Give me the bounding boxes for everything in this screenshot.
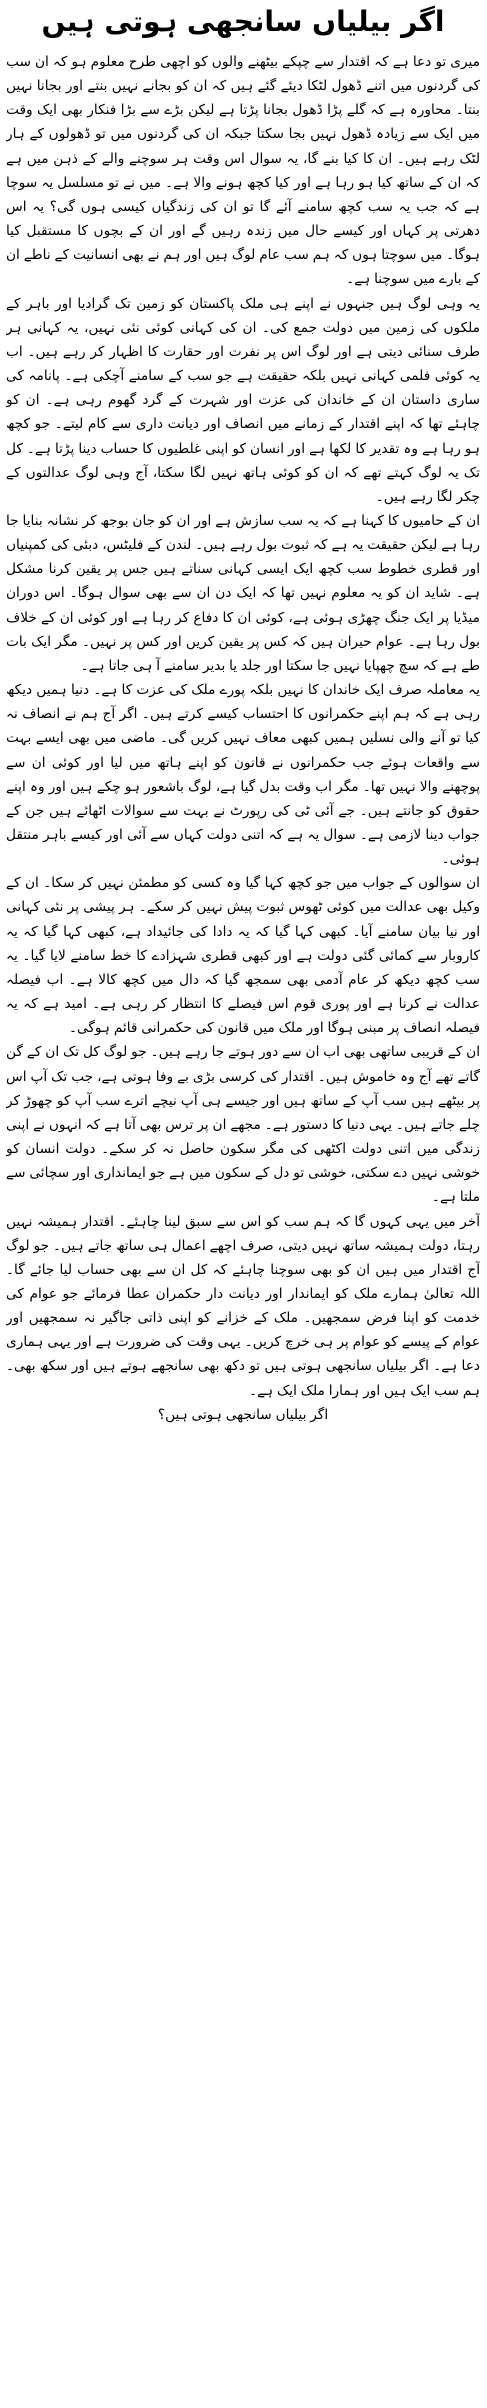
article-column xyxy=(6,0,480,2408)
article-paragraph: ان کے حامیوں کا کہنا ہے کہ یہ سب سازش ہے اور ان کو جان بوجھ کر نشانہ بنایا جا رہا ہے لیکن حقیقت یہ ہے کہ ثبوت بول رہے ہیں۔ لندن کے فلیٹس، دبئی کی کمپنیاں اور قطری خطوط سب کچھ ایک ایسی کہانی سناتے ہیں جس پر یقین کرنا مشکل ہے۔ شاید ان کو یہ معلوم نہیں تھا کہ ایک دن ان سے بھی سوال ہوگا۔ اس دوران میڈیا پر ایک جنگ چھڑی ہوئی ہے، کوئی ان کا دفاع کر رہا ہے اور کوئی ان کے خلاف بول رہا ہے۔ عوام حیران ہیں کہ کس پر یقین کریں اور کس پر نہیں۔ مگر ایک بات طے ہے کہ سچ چھپایا نہیں جا سکتا اور جلد یا بدیر سامنے آ ہی جاتا ہے۔ xyxy=(6,512,480,674)
article-paragraph: میری تو دعا ہے کہ اقتدار سے چپکے بیٹھنے والوں کو اچھی طرح معلوم ہو کہ ان سب کی گردنوں میں اتنے ڈھول لٹکا دیئے گئے ہیں کہ ان کو بجانے نہیں بنتے اور بجانا نہیں بنتا۔ محاورہ ہے کہ گلے پڑا ڈھول بجانا پڑتا ہے لیکن بڑے سے بڑا فنکار بھی ایک وقت میں ایک سے زیادہ ڈھول نہیں بجا سکتا جبکہ ان کی گردنوں میں تو ڈھولوں کے ہار لٹک رہے ہیں۔ ان کا کیا بنے گا، یہ سوال اس وقت ہر سوچنے والے کے ذہن میں ہے کہ ان کے ساتھ کیا ہو رہا ہے اور کیا کچھ ہونے والا ہے۔ میں نے تو مسلسل یہ سوچا ہے کہ جب یہ سب کچھ سامنے آئے گا تو ان کی زندگیاں کیسی ہوں گی؟ یہ اس دھرتی پر کہاں اور کیسے حال میں زندہ رہیں گے اور ان کے بچوں کا مستقبل کیا ہوگا۔ میں سوچتا ہوں کہ ہم سب عام لوگ ہیں اور ہم نے بھی انسانیت کے ناطے ان کے بارے میں سوچنا ہے۔ xyxy=(6,54,480,288)
article-paragraph: یہ معاملہ صرف ایک خاندان کا نہیں بلکہ پورے ملک کی عزت کا ہے۔ دنیا ہمیں دیکھ رہی ہے کہ ہم اپنے حکمرانوں کا احتساب کیسے کرتے ہیں۔ اگر آج ہم نے انصاف نہ کیا تو آنے والی نسلیں ہمیں کبھی معاف نہیں کریں گی۔ ماضی میں بھی ایسے بہت سے واقعات ہوئے جب حکمرانوں نے قانون کو اپنے ہاتھ میں لیا اور کوئی ان سے پوچھنے والا نہیں تھا۔ مگر اب وقت بدل گیا ہے، لوگ باشعور ہو چکے ہیں اور وہ اپنے حقوق کو جانتے ہیں۔ جے آئی ٹی کی رپورٹ نے بہت سے سوالات اٹھائے ہیں جن کے جواب دینا لازمی ہے۔ سوال یہ ہے کہ اتنی دولت کہاں سے آئی اور کیسے باہر منتقل ہوئی۔ xyxy=(6,682,480,868)
article-closing-line: اگر بیلیاں سانجھی ہوتی ہیں؟ xyxy=(157,1406,329,1423)
article-paragraph: یہ وہی لوگ ہیں جنہوں نے اپنے ہی ملک پاکستان کو زمین تک گرادیا اور باہر کے ملکوں کی زمین میں دولت جمع کی۔ ان کی کہانی کوئی نئی نہیں، یہ کہانی ہر طرف سنائی دیتی ہے اور لوگ اس پر نفرت اور حقارت کا اظہار کر رہے ہیں۔ اب یہ کوئی فلمی کہانی نہیں بلکہ حقیقت ہے جو سب کے سامنے آچکی ہے۔ پانامہ کی ساری داستان ان کے خاندان کی عزت اور شہرت کے گرد گھوم رہی ہے۔ ان کو چاہئے تھا کہ اپنے اقتدار کے زمانے میں انصاف اور دیانت داری سے کام لیتے۔ جو کچھ ہو رہا ہے وہ تقدیر کا لکھا ہے اور انسان کو اپنی غلطیوں کا حساب دینا پڑتا ہے۔ کل تک یہ لوگ کہتے تھے کہ ان کو کوئی ہاتھ نہیں لگا سکتا، آج وہی لوگ عدالتوں کے چکر لگا رہے ہیں۔ xyxy=(6,295,480,505)
article-headline: اگر بیلیاں سانجھی ہوتی ہیں xyxy=(41,5,445,38)
article-paragraph: ان کے قریبی ساتھی بھی اب ان سے دور ہوتے جا رہے ہیں۔ جو لوگ کل تک ان کے گن گاتے تھے آج وہ خاموش ہیں۔ اقتدار کی کرسی بڑی بے وفا ہوتی ہے، جب تک آپ اس پر بیٹھے ہیں سب آپ کے ساتھ ہیں اور جیسے ہی آپ نیچے اترے سب آپ کو چھوڑ کر چلے جاتے ہیں۔ یہی دنیا کا دستور ہے۔ مجھے ان پر ترس بھی آتا ہے کہ انہوں نے اپنی زندگی میں اتنی دولت اکٹھی کی مگر سکون حاصل نہ کر سکے۔ دولت انسان کو خوشی نہیں دے سکتی، خوشی تو دل کے سکون میں ہے جو ایمانداری اور سچائی سے ملتا ہے۔ xyxy=(6,1044,480,1206)
article-paragraph: آخر میں یہی کہوں گا کہ ہم سب کو اس سے سبق لینا چاہئے۔ اقتدار ہمیشہ نہیں رہتا، دولت ہمیشہ ساتھ نہیں دیتی، صرف اچھے اعمال ہی ساتھ جاتے ہیں۔ جو لوگ آج اقتدار میں ہیں ان کو بھی سوچنا چاہئے کہ کل ان سے بھی حساب لیا جائے گا۔ اللہ تعالیٰ ہمارے ملک کو ایماندار اور دیانت دار حکمران عطا فرمائے جو عوام کی خدمت کو اپنا فرض سمجھیں۔ ملک کے خزانے کو اپنی ذاتی جاگیر نہ سمجھیں اور عوام کے پیسے کو عوام پر ہی خرچ کریں۔ یہی وقت کی ضرورت ہے اور یہی ہماری دعا ہے۔ اگر بیلیاں سانجھی ہوتی ہیں تو دکھ بھی سانجھے ہوتے ہیں اور سکھ بھی۔ ہم سب ایک ہیں اور ہمارا ملک ایک ہے۔ xyxy=(6,1213,480,1399)
article-body xyxy=(6,50,480,2400)
article-paragraph: ان سوالوں کے جواب میں جو کچھ کہا گیا وہ کسی کو مطمئن نہیں کر سکا۔ ان کے وکیل بھی عدالت میں کوئی ٹھوس ثبوت پیش نہیں کر سکے۔ ہر پیشی پر نئی کہانی اور نیا بیان سامنے آیا۔ کبھی کہا گیا کہ یہ دادا کی جائیداد ہے، کبھی کہا گیا کہ یہ کاروبار سے کمائی گئی دولت ہے اور کبھی قطری شہزادے کا خط سامنے لایا گیا۔ یہ سب کچھ دیکھ کر عام آدمی بھی سمجھ گیا کہ دال میں کچھ کالا ہے۔ اب فیصلہ عدالت نے کرنا ہے اور پوری قوم اس فیصلے کا انتظار کر رہی ہے۔ امید ہے کہ یہ فیصلہ انصاف پر مبنی ہوگا اور ملک میں قانون کی حکمرانی قائم ہوگی۔ xyxy=(6,875,480,1037)
